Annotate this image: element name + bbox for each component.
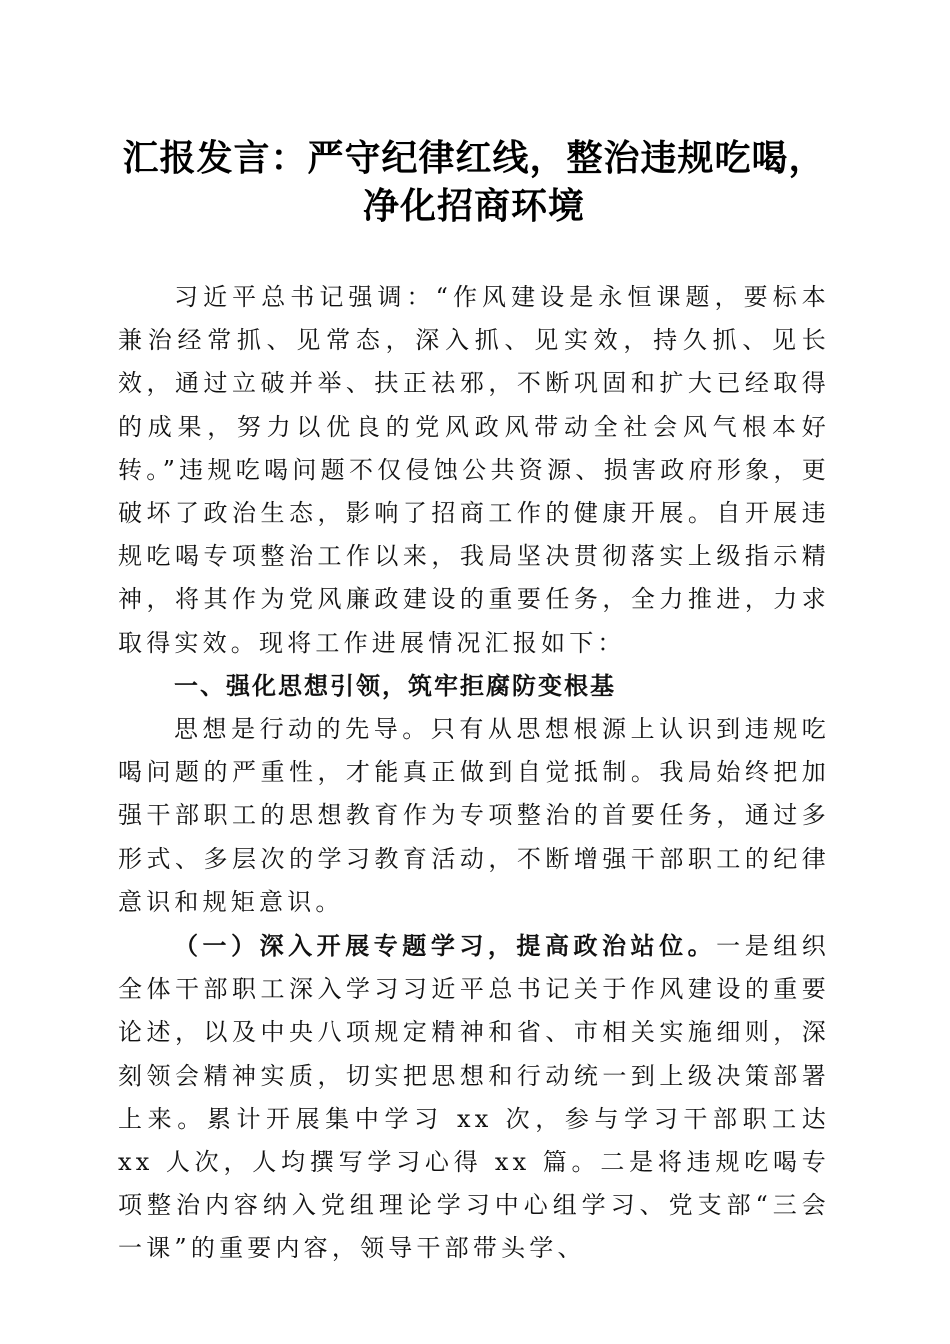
subsection-text: 一是组织全体干部职工深入学习习近平总书记关于作风建设的重要论述，以及中央八项规定精神和省、市相关实施细则，深刻领会精神实质，切实把思想和行动统一到上级决策部署上来。累计开展集中学习 xx 次，参与学习干部职工达 xx 人次，人均撰写学习心得 xx 篇。二是将违规吃喝专项整治内容纳入党组理论学习中心组学习、党支部“三会一课”的重要内容，领导干部带头学、	[118, 932, 830, 1263]
intro-paragraph: 习近平总书记强调：“作风建设是永恒课题，要标本兼治经常抓、见常态，深入抓、见实效，持久抓、见长效，通过立破并举、扶正祛邪，不断巩固和扩大已经取得的成果，努力以优良的党风政风带动全社会风气根本好转。”违规吃喝问题不仅侵蚀公共资源、损害政府形象，更破坏了政治生态，影响了招商工作的健康开展。自开展违规吃喝专项整治工作以来，我局坚决贯彻落实上级指示精神，将其作为党风廉政建设的重要任务，全力推进，力求取得实效。现将工作进展情况汇报如下：	[118, 283, 830, 657]
document-title: 汇报发言：严守纪律红线，整治违规吃喝，净化招商环境	[122, 137, 826, 227]
document-body	[118, 276, 830, 1271]
section-heading: 一、强化思想引领，筑牢拒腐防变根基	[174, 671, 616, 700]
subsection-paragraph	[118, 924, 830, 1271]
section-paragraph: 思想是行动的先导。只有从思想根源上认识到违规吃喝问题的严重性，才能真正做到自觉抵制。我局始终把加强干部职工的思想教育作为专项整治的首要任务，通过多形式、多层次的学习教育活动，不断增强干部职工的纪律意识和规矩意识。	[118, 715, 830, 916]
subsection-heading: （一）深入开展专题学习，提高政治站位。	[174, 931, 717, 961]
